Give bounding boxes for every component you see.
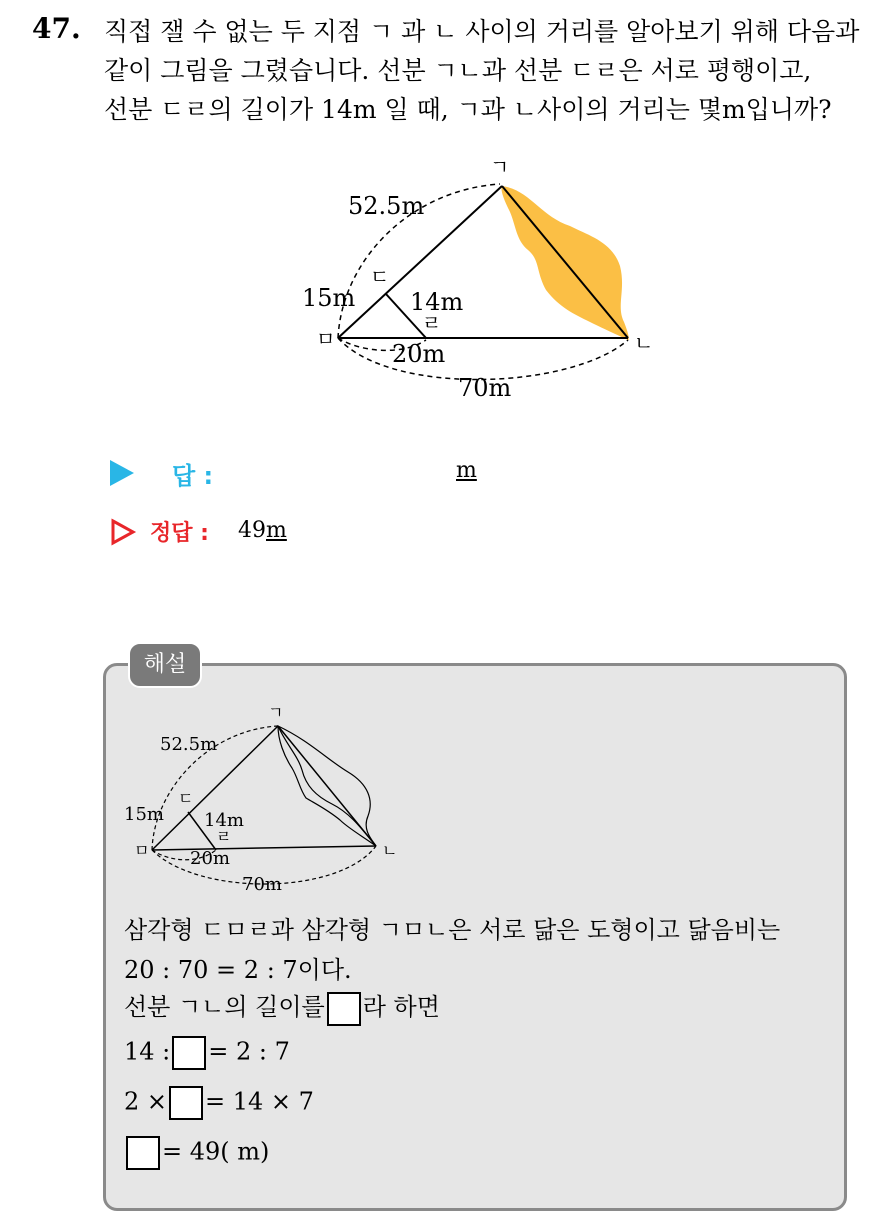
question-line: 같이 그림을 그렸습니다. 선분 ㄱㄴ과 선분 ㄷㄹ은 서로 평행이고, [104, 56, 812, 85]
label-e: ㅁ [316, 327, 336, 351]
equation-1 [124, 1036, 290, 1070]
label-c: ㄷ [178, 789, 194, 808]
label-a: ㄱ [490, 155, 510, 179]
length-14: 14m [204, 810, 244, 831]
equation-1-left: 14 : [124, 1037, 171, 1066]
question-number: 47. [32, 12, 81, 45]
question-line: 선분 ㄷㄹ의 길이가 14m 일 때, ㄱ과 ㄴ사이의 거리는 몇m입니까? [104, 95, 832, 124]
equation-3 [124, 1136, 269, 1170]
solution-line-3-text: 선분 ㄱㄴ의 길이를 [124, 993, 325, 1021]
solution-line-3 [124, 987, 440, 1026]
correct-value: 49 [238, 518, 266, 543]
label-d: ㄹ [422, 311, 442, 335]
solution-figure [118, 700, 408, 900]
length-52-5: 52.5m [160, 734, 218, 755]
length-15: 15m [124, 804, 164, 825]
label-a: ㄱ [268, 703, 284, 722]
length-70: 70m [458, 374, 512, 402]
question-text [104, 12, 874, 129]
correct-answer-label: 정답 : [150, 521, 209, 546]
length-52-5: 52.5m [348, 192, 425, 220]
equation-3-right: = 49( m) [162, 1137, 270, 1166]
equation-2 [124, 1086, 314, 1120]
length-14: 14m [410, 288, 464, 316]
length-70: 70m [242, 874, 282, 895]
correct-unit: m [266, 518, 287, 543]
length-20: 20m [190, 848, 230, 869]
outline-triangle-icon [110, 518, 136, 546]
answer-unit: m [456, 458, 477, 483]
equation-2-right: = 14 × 7 [205, 1087, 314, 1116]
blank-box [169, 1086, 203, 1120]
label-c: ㄷ [370, 265, 390, 289]
length-20: 20m [392, 340, 446, 368]
question-figure [290, 150, 654, 410]
line-eb [152, 846, 376, 850]
label-b: ㄴ [382, 841, 398, 860]
blank-box [172, 1036, 206, 1070]
solution-line-3-suffix: 라 하면 [362, 993, 440, 1021]
length-15: 15m [302, 284, 356, 312]
equation-1-right: = 2 : 7 [208, 1037, 290, 1066]
correct-answer-value [238, 518, 287, 543]
solution-line-1: 삼각형 ㄷㅁㄹ과 삼각형 ㄱㅁㄴ은 서로 닮은 도형이고 닮음비는 [124, 916, 781, 944]
equation-2-left: 2 × [124, 1087, 168, 1116]
blank-box [126, 1136, 160, 1170]
label-e: ㅁ [134, 841, 150, 860]
play-triangle-icon [110, 460, 134, 486]
answer-label: 답 : [172, 462, 214, 490]
solution-tab: 해설 [128, 642, 202, 688]
blank-box [327, 992, 361, 1026]
label-b: ㄴ [634, 331, 654, 355]
question-line: 직접 잴 수 없는 두 지점 ㄱ 과 ㄴ 사이의 거리를 알아보기 위해 다음과 [104, 17, 860, 46]
solution-line-2: 20 : 70 = 2 : 7이다. [124, 956, 352, 984]
line-ab [278, 726, 376, 846]
label-d: ㄹ [216, 827, 232, 846]
